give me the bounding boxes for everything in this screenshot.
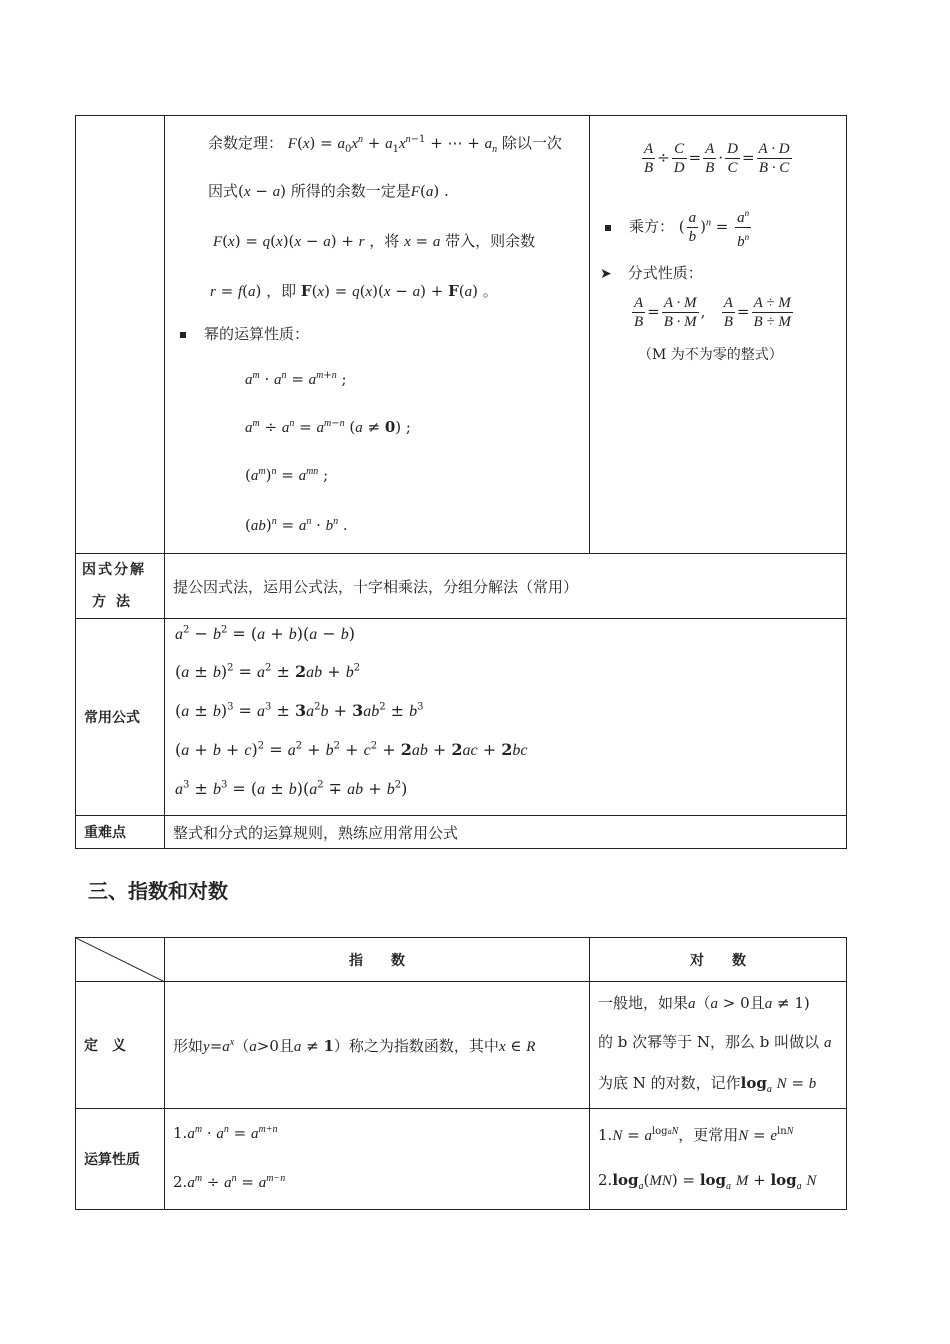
fraction-division-rule: $\frac{A}{B}$ ÷ $\frac{C}{D}$ = $\frac{A}{B}$ · $\frac{D}{C}$ = $\frac{A \cdot D}{B \cdot C}$ (644, 141, 790, 176)
log-operations (590, 1109, 847, 1210)
diagonal-line (76, 938, 165, 982)
key-point-content: 整式和分式的运算规则，熟练应用常用公式 (165, 816, 847, 849)
formula-1: $a^2 - b^2 = (a + b)(a - b)$ (175, 624, 356, 643)
empty-label-cell (76, 116, 165, 554)
section-title: 三、指数和对数 (88, 879, 228, 903)
fraction-property-formulas: $\frac{A}{B}$ = $\frac{A \cdot M}{B \cdot M}$ , $\frac{A}{B}$ = $\frac{A \div M}{B \div M}$ (634, 295, 791, 330)
power-rule-3: $(a^m)^n = a^{mn}$ ; (245, 466, 329, 484)
log-def-line-3: 为底 N 的对数，记作$\log_a N = b$ (598, 1074, 817, 1095)
remainder-theorem-cell (165, 116, 590, 554)
power-rule-1: $a^m \cdot a^n = a^{m+n}$ ; (245, 370, 347, 388)
bullet-icon (180, 332, 186, 338)
formula-5: $a^3 \pm b^3 = (a \pm b)(a^2$ ∓ ab + $b^2$) (175, 779, 408, 798)
remainder-line-3: F(x) = q(x)(x − a) + r ，将 x = a 带入，则余数 (213, 232, 536, 250)
operations-label: 运算性质 (76, 1109, 165, 1210)
log-op-1: $1.N = a^{logaN}$，更常用$N = e^{lnN}$ (598, 1126, 794, 1144)
log-def-line-2: 的 b 次幂等于 N，那么 b 叫做以 a (598, 1033, 832, 1051)
exp-op-1: $1.a^m \cdot a^n = a^{m+n}$ (173, 1124, 278, 1142)
fraction-power-rule: 乘方： ( $\frac{a}{b}$ )$^n$ = $\frac{a^n}{b^n}$ (605, 204, 753, 251)
diagonal-header-cell (76, 938, 165, 982)
algebra-table (75, 115, 847, 849)
power-title: 幂的运算性质： (180, 323, 309, 344)
formula-3: $(a \pm b)^3 = a^3 \pm 3a^2b + 3ab^2 \pm b^3$ (175, 701, 424, 720)
arrow-right-icon: ➤ (600, 266, 612, 282)
definition-label: 定 义 (76, 982, 165, 1109)
factor-method-content: 提公因式法，运用公式法，十字相乘法，分组分解法（常用） (165, 554, 847, 619)
formula-2: $(a \pm b)^2 = a^2 \pm 2ab + b^2$ (175, 662, 361, 681)
common-formula-content (165, 619, 847, 816)
fraction-rules-cell (590, 116, 847, 554)
exp-definition: 形如$y=a^x(a>0$且a ≠ 1）称之为指数函数，其中x ∈ R (165, 982, 590, 1109)
remainder-line-2: 因式(x − a) 所得的余数一定是F(a) . (208, 182, 449, 200)
common-formula-label: 常用公式 (76, 619, 165, 816)
exp-op-2: $2.a^m \div a^n = a^{m-n}$ (173, 1173, 286, 1191)
fraction-property-title: ➤ 分式性质： (600, 264, 703, 282)
factor-method-label: 因式分解 方法 (76, 554, 165, 619)
log-definition (590, 982, 847, 1109)
key-point-label: 重难点 (76, 816, 165, 849)
remainder-line-4: r = f(a) ，即 F(x) = q(x)(x − a) + F(a) 。 (210, 282, 498, 300)
log-op-2: $2.\log_a(MN) = \log_a M + \log_a N$ (598, 1171, 817, 1192)
power-rule-4: $(ab)^n = a^n \cdot b^n$ . (245, 516, 348, 534)
formula-4: $(a + b + c)^2 = a^2 + b^2 + c^2 + 2ab + 2ac + 2bc$ (175, 740, 528, 759)
bullet-icon (605, 225, 611, 231)
exp-operations (165, 1109, 590, 1210)
exp-log-table (75, 937, 847, 1210)
header-exponent: 指 数 (165, 938, 590, 982)
log-def-line-1: 一般地，如果a（a > 0且a ≠ 1) (598, 994, 810, 1012)
fraction-note: （M 为不为零的整式） (638, 347, 783, 363)
remainder-line-1: 余数定理： $F(x) = a_0x^n + a_1x^{n-1}$ + ⋯ + $a_n$ 除以一次 (208, 134, 562, 155)
header-logarithm: 对 数 (590, 938, 847, 982)
power-rule-2: $a^m \div a^n = a^{m-n}$ (a ≠ 0) ; (245, 418, 411, 436)
